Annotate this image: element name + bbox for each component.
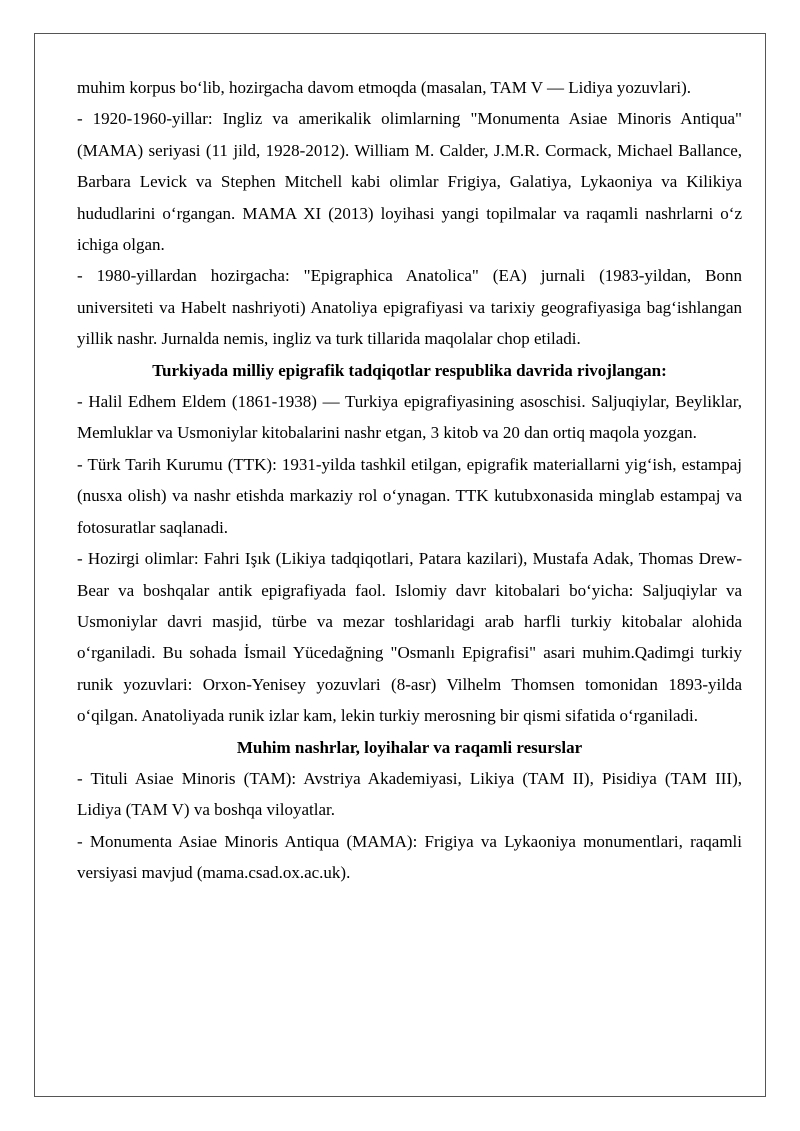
paragraph-mama-series: - 1920-1960-yillar: Ingliz va amerikalik olimlarning "Monumenta Asiae Minoris Antiqua" (MAMA) seriyasi (11 jild, 1928-2012). William M. Calder, J.M.R. Cormack, Michael Ballance, Barbara Levick va Stephen Mitchell kabi olimlar Frigiya, Galatiya, Lykaoniya va Kilikiya hududlarini oʻrgangan. MAMA XI (2013) loyihasi yangi topilmalar va raqamli nashrlarni oʻz ichiga olgan. xyxy=(77,109,742,255)
paragraph-tam: - Tituli Asiae Minoris (TAM): Avstriya Akademiyasi, Likiya (TAM II), Pisidiya (TAM III), Lidiya (TAM V) va boshqa viloyatlar. xyxy=(77,768,742,820)
paragraph-tam-continuation: muhim korpus boʻlib, hozirgacha davom etmoqda (masalan, TAM V — Lidiya yozuvlari). xyxy=(77,78,691,97)
paragraph-current-scholars: - Hozirgi olimlar: Fahri Işık (Likiya tadqiqotlari, Patara kazilari), Mustafa Adak, Thomas Drew-Bear va boshqalar antik epigrafiyada faol. Islomiy davr kitobalari boʻyicha: Saljuqiylar va Usmoniylar davri masjid, türbe va mezar toshlaridagi arab harfli turkiy kitobalar alohida oʻrganiladi. Bu sohada İsmail Yücedağning "Osmanlı Epigrafisi" asari muhim.Qadimgi turkiy runik yozuvlari: Orxon-Yenisey yozuvlari (8-asr) Vilhelm Thomsen tomonidan 1893-yilda oʻqilgan. Anatoliyada runik izlar kam, lekin turkiy merosning bir qismi sifatida oʻrganiladi. xyxy=(77,549,742,726)
section-heading-turkey: Turkiyada milliy epigrafik tadqiqotlar respublika davrida rivojlangan: xyxy=(152,360,667,380)
paragraph-epigraphica-anatolica: - 1980-yillardan hozirgacha: "Epigraphica Anatolica" (EA) jurnali (1983-yildan, Bonn universiteti va Habelt nashriyoti) Anatoliya epigrafiyasi va tarixiy geografiyasiga bagʻishlangan yillik nashr. Jurnalda nemis, ingliz va turk tillarida maqolalar chop etiladi. xyxy=(77,266,742,349)
paragraph-halil-edhem: - Halil Edhem Eldem (1861-1938) — Turkiya epigrafiyasining asoschisi. Saljuqiylar, Beyliklar, Memluklar va Usmoniylar kitobalarini nashr etgan, 3 kitob va 20 dan ortiq maqola yozgan. xyxy=(77,392,742,443)
section-heading-publications: Muhim nashrlar, loyihalar va raqamli resurslar xyxy=(236,737,583,757)
document-body xyxy=(77,72,742,889)
paragraph-mama: - Monumenta Asiae Minoris Antiqua (MAMA): Frigiya va Lykaoniya monumentlari, raqamli versiyasi mavjud (mama.csad.ox.ac.uk). xyxy=(77,831,742,883)
paragraph-ttk: - Türk Tarih Kurumu (TTK): 1931-yilda tashkil etilgan, epigrafik materiallarni yigʻish, estampaj (nusxa olish) va nashr etishda markaziy rol oʻynagan. TTK kutubxonasida minglab estampaj va fotosuratlar saqlanadi. xyxy=(77,454,742,537)
